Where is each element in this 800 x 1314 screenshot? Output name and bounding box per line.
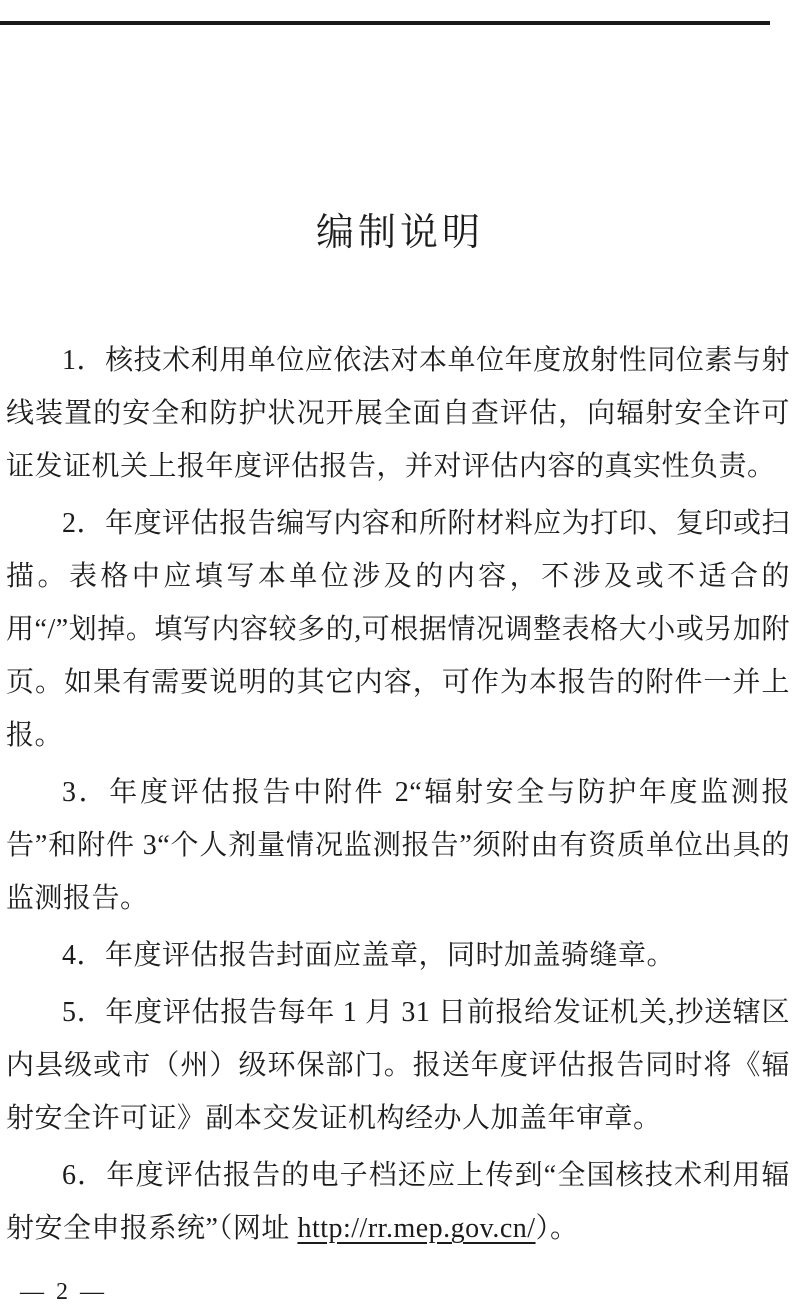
paragraph-2: 2．年度评估报告编写内容和所附材料应为打印、复印或扫描。表格中应填写本单位涉及的内容，不涉及或不适合的用“/”划掉。填写内容较多的,可根据情况调整表格大小或另加附页。如果有需要说明的其它内容，可作为本报告的附件一并上报。 bbox=[6, 508, 790, 751]
document-body bbox=[6, 334, 790, 1255]
report-system-url: http://rr.mep.gov.cn/ bbox=[297, 1213, 536, 1244]
paragraph-6-text-before: 6．年度评估报告的电子档还应上传到“全国核技术利用辐射安全申报系统”（网址 bbox=[6, 1160, 790, 1244]
header-rule bbox=[0, 21, 770, 25]
paragraph-3: 3．年度评估报告中附件 2“辐射安全与防护年度监测报告”和附件 3“个人剂量情况监测报告”须附由有资质单位出具的监测报告。 bbox=[6, 777, 790, 914]
paragraph-1: 1．核技术利用单位应依法对本单位年度放射性同位素与射线装置的安全和防护状况开展全面自查评估，向辐射安全许可证发证机关上报年度评估报告，并对评估内容的真实性负责。 bbox=[6, 345, 790, 482]
paragraph-6-text-after: ）。 bbox=[535, 1213, 579, 1244]
page-number: — 2 — bbox=[20, 1279, 107, 1305]
page-title: 编制说明 bbox=[315, 212, 484, 254]
paragraph-4: 4．年度评估报告封面应盖章，同时加盖骑缝章。 bbox=[62, 940, 676, 971]
paragraph-6 bbox=[6, 1149, 790, 1255]
paragraph-5: 5．年度评估报告每年 1 月 31 日前报给发证机关,抄送辖区内县级或市（州）级环保部门。报送年度评估报告同时将《辐射安全许可证》副本交发证机构经办人加盖年审章。 bbox=[6, 997, 790, 1134]
